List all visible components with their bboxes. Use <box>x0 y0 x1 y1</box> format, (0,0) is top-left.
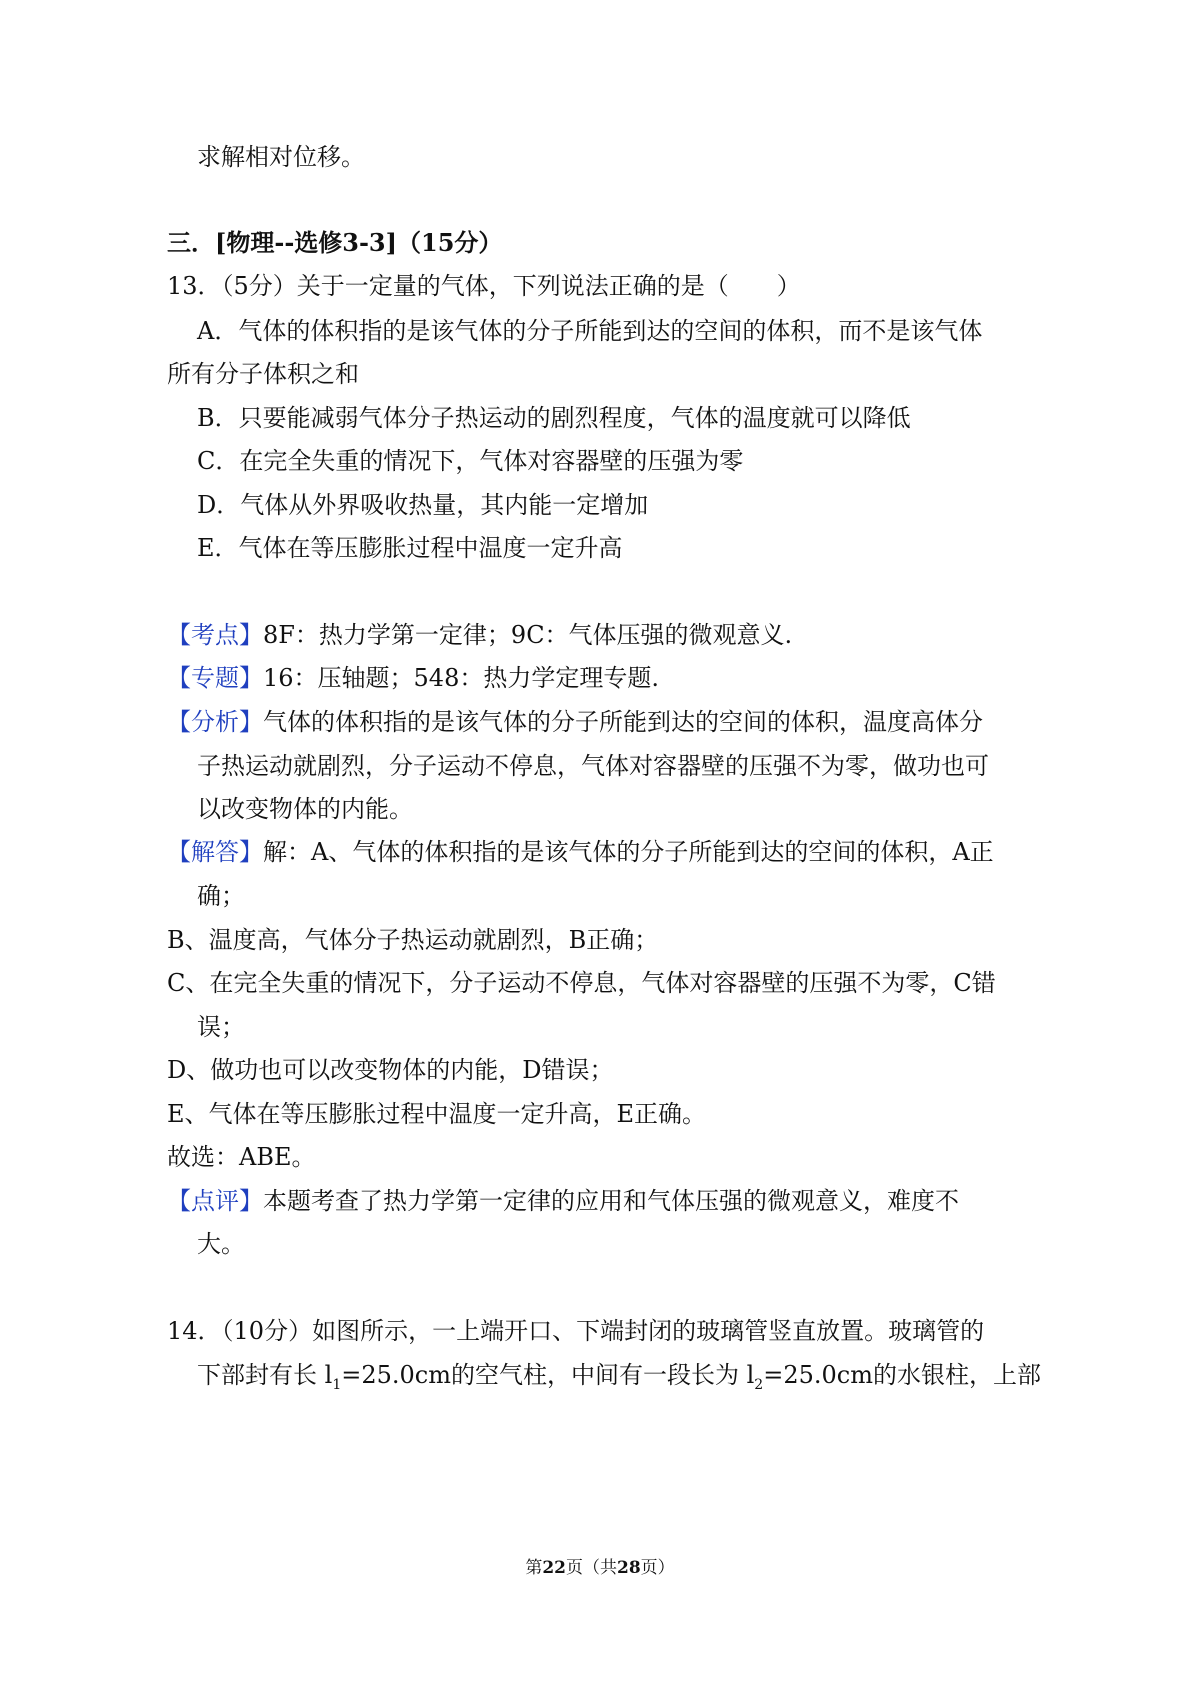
jieda-text-1: 解：A、气体的体积指的是该气体的分子所能到达的空间的体积，A正 <box>263 838 994 866</box>
zhuanti-tag: 【专题】 <box>167 664 263 692</box>
jieda-line1 <box>167 836 994 868</box>
option-a-line2: 所有分子体积之和 <box>167 360 359 388</box>
dianping-line1 <box>167 1185 959 1217</box>
q14-text-a: 下部封有长 l <box>197 1361 333 1389</box>
jieda-line2: 确； <box>197 882 245 910</box>
q14-text-b: =25.0cm的空气柱，中间有一段长为 l <box>341 1361 755 1389</box>
continuation-line: 求解相对位移。 <box>197 143 365 171</box>
answer-line: 故选：ABE。 <box>167 1143 316 1171</box>
dianping-text-1: 本题考查了热力学第一定律的应用和气体压强的微观意义，难度不 <box>263 1187 959 1215</box>
zhuanti-line <box>167 662 659 694</box>
q14-sub-2: 2 <box>754 1376 764 1393</box>
footer-suffix: 页） <box>640 1558 675 1578</box>
footer-page-number: 22 <box>542 1558 566 1578</box>
option-d: D．气体从外界吸收热量，其内能一定增加 <box>197 491 649 519</box>
zhuanti-text: 16：压轴题；548：热力学定理专题. <box>263 664 659 692</box>
kaodian-tag: 【考点】 <box>167 621 263 649</box>
kaodian-text: 8F：热力学第一定律；9C：气体压强的微观意义. <box>263 621 793 649</box>
footer-total-pages: 28 <box>617 1558 641 1578</box>
dianping-tag: 【点评】 <box>167 1187 263 1215</box>
option-c: C．在完全失重的情况下，气体对容器壁的压强为零 <box>197 447 744 475</box>
section-heading: 三．[物理--选修3-3]（15分） <box>167 228 503 257</box>
fenxi-line2: 子热运动就剧烈，分子运动不停息，气体对容器壁的压强不为零，做功也可 <box>197 752 989 780</box>
question-14-line1: 14．（10分）如图所示，一上端开口、下端封闭的玻璃管竖直放置。玻璃管的 <box>167 1317 985 1345</box>
jieda-tag: 【解答】 <box>167 838 263 866</box>
page-footer <box>0 1556 1200 1580</box>
q14-sub-1: 1 <box>332 1376 342 1393</box>
jieda-d: D、做功也可以改变物体的内能，D错误； <box>167 1056 614 1084</box>
jieda-e: E、气体在等压膨胀过程中温度一定升高，E正确。 <box>167 1100 707 1128</box>
option-a-line1: A．气体的体积指的是该气体的分子所能到达的空间的体积，而不是该气体 <box>197 317 983 345</box>
fenxi-line3: 以改变物体的内能。 <box>197 795 413 823</box>
footer-middle: 页（共 <box>566 1558 617 1578</box>
dianping-line2: 大。 <box>197 1230 245 1258</box>
footer-prefix: 第 <box>525 1558 543 1578</box>
jieda-c-line2: 误； <box>197 1013 245 1041</box>
fenxi-text-1: 气体的体积指的是该气体的分子所能到达的空间的体积，温度高体分 <box>263 708 983 736</box>
question-14-line2 <box>197 1359 1041 1401</box>
option-b: B．只要能减弱气体分子热运动的剧烈程度，气体的温度就可以降低 <box>197 404 911 432</box>
option-e: E．气体在等压膨胀过程中温度一定升高 <box>197 534 623 562</box>
jieda-c-line1: C、在完全失重的情况下，分子运动不停息，气体对容器壁的压强不为零，C错 <box>167 969 996 997</box>
jieda-b: B、温度高，气体分子热运动就剧烈，B正确； <box>167 926 659 954</box>
kaodian-line <box>167 619 792 651</box>
q14-text-c: =25.0cm的水银柱，上部 <box>763 1361 1041 1389</box>
question-13-stem: 13．（5分）关于一定量的气体，下列说法正确的是（ ） <box>167 272 801 300</box>
fenxi-tag: 【分析】 <box>167 708 263 736</box>
fenxi-line1 <box>167 706 983 738</box>
